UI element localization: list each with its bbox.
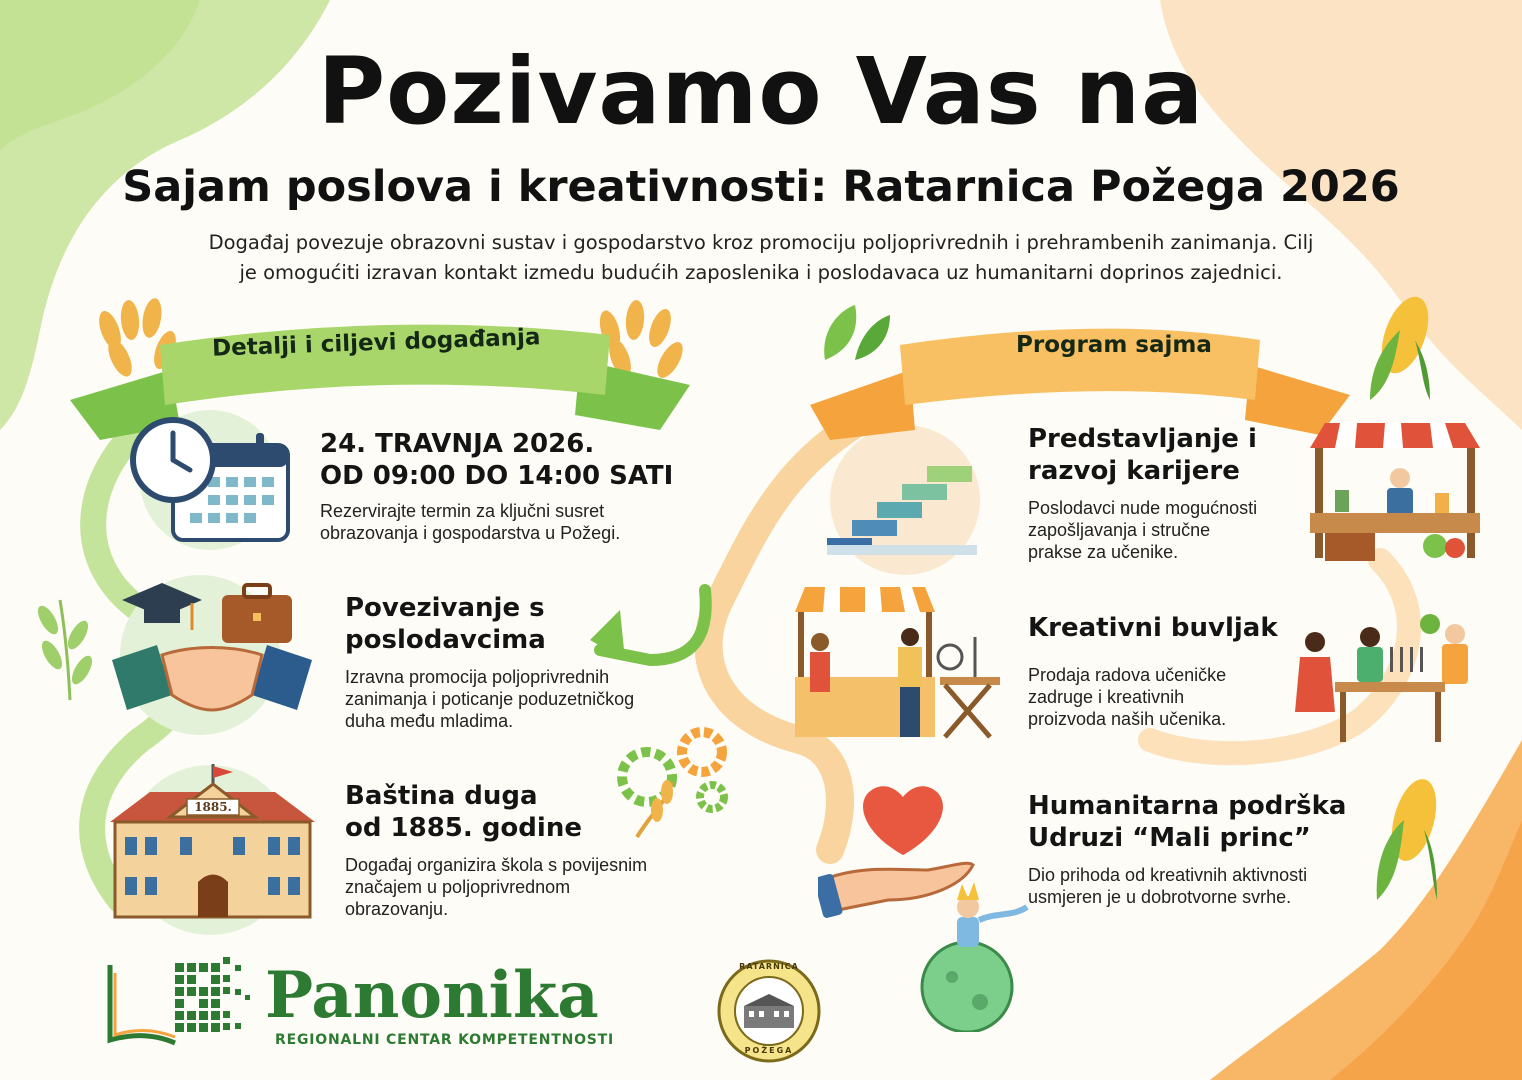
flea-market-icon [790,582,1005,747]
item-heading: Kreativni buvljak [1028,613,1278,643]
page-title: Pozivamo Vas na [317,38,1205,145]
item-desc-line: Izravna promocija poljoprivrednih [345,667,610,687]
right-item-career [1028,423,1257,563]
market-stall-icon [1305,418,1485,566]
handshake-icon [112,645,312,710]
item-desc-line: zanimanja i poticanje poduzetničkog [345,689,635,709]
left-item-employers [345,592,634,732]
intro-text [140,228,1382,288]
seal-bottom-text: POŽEGA [744,1046,794,1055]
item-desc-line: obrazovanja i gospodarstva u Požegi. [320,523,621,543]
item-heading: Baština duga [345,781,538,811]
panonika-name: Panonika [265,958,599,1033]
item-desc-line: prakse za učenike. [1028,542,1179,562]
left-item-heritage [345,780,647,920]
item-heading: od 1885. godine [345,813,582,843]
seal-top-text: RATARNICA [739,962,799,971]
intro-line-1: Događaj povezuje obrazovni sustav i gospodarstvo kroz promociju poljoprivrednih i prehrambenih zanimanja. Cilj [208,231,1314,254]
left-ribbon-label: Detalji i ciljevi događanja [211,324,541,362]
item-desc-line: Poslodavci nude mogućnosti [1028,498,1258,518]
clock-icon [133,420,213,500]
panonika-subtitle: REGIONALNI CENTAR KOMPETENTNOSTI [275,1032,615,1048]
page-subtitle: Sajam poslova i kreativnosti: Ratarnica Požega 2026 [122,162,1400,212]
item-desc-line: značajem u poljoprivrednom [345,877,571,897]
briefcase-icon [222,585,292,643]
date-line: 24. TRAVNJA 2026. [320,429,595,459]
date-icon-group [128,415,298,550]
item-desc-line: obrazovanju. [345,899,449,919]
item-desc-line: Događaj organizira škola s povijesnim [345,855,648,875]
school-building-icon [105,762,320,922]
right-item-humanitarian [1028,790,1346,908]
item-desc-line: zadruge i kreativnih [1028,687,1185,707]
item-desc-line: zapošljavanja i stručne [1028,520,1211,540]
item-heading: Humanitarna podrška [1028,791,1347,821]
item-heading: poslodavcima [345,625,546,655]
graduation-cap-icon [122,583,202,630]
handshake-icon-group [112,575,312,735]
intro-line-2: je omogućiti izravan kontakt izmedu budućih zaposlenika i poslodavaca uz humanitarni doprinos zajednici. [239,261,1283,284]
item-heading: Predstavljanje i [1028,424,1257,454]
corn-icon [1362,775,1447,905]
left-item-date [320,428,673,544]
item-desc-line: Prodaja radova učeničke [1028,665,1227,685]
leaf-icon [815,300,895,370]
item-heading: Udruzi “Mali princ” [1028,823,1311,853]
item-desc-line: usmjeren je u dobrotvorne svrhe. [1028,887,1292,907]
item-heading: Povezivanje s [345,593,545,623]
wheat-icon [30,590,105,700]
building-year: 1885. [194,800,232,814]
panonika-logo-icon [105,955,255,1050]
corn-icon [1360,290,1440,410]
little-prince-icon [912,872,1032,1032]
item-desc-line: duha među mladima. [345,711,514,731]
stairs-icon [822,450,982,560]
item-desc-line: proizvoda naših učenika. [1028,709,1227,729]
item-desc-line: Rezervirajte termin za ključni susret [320,501,605,521]
item-heading: razvoj karijere [1028,456,1240,486]
right-ribbon-label: Program sajma [1016,332,1212,358]
item-desc-line: Dio prihoda od kreativnih aktivnosti [1028,865,1308,885]
time-line: OD 09:00 DO 14:00 SATI [320,461,674,491]
right-item-flea-market [1028,612,1278,730]
crafts-sellers-icon [1295,612,1480,747]
